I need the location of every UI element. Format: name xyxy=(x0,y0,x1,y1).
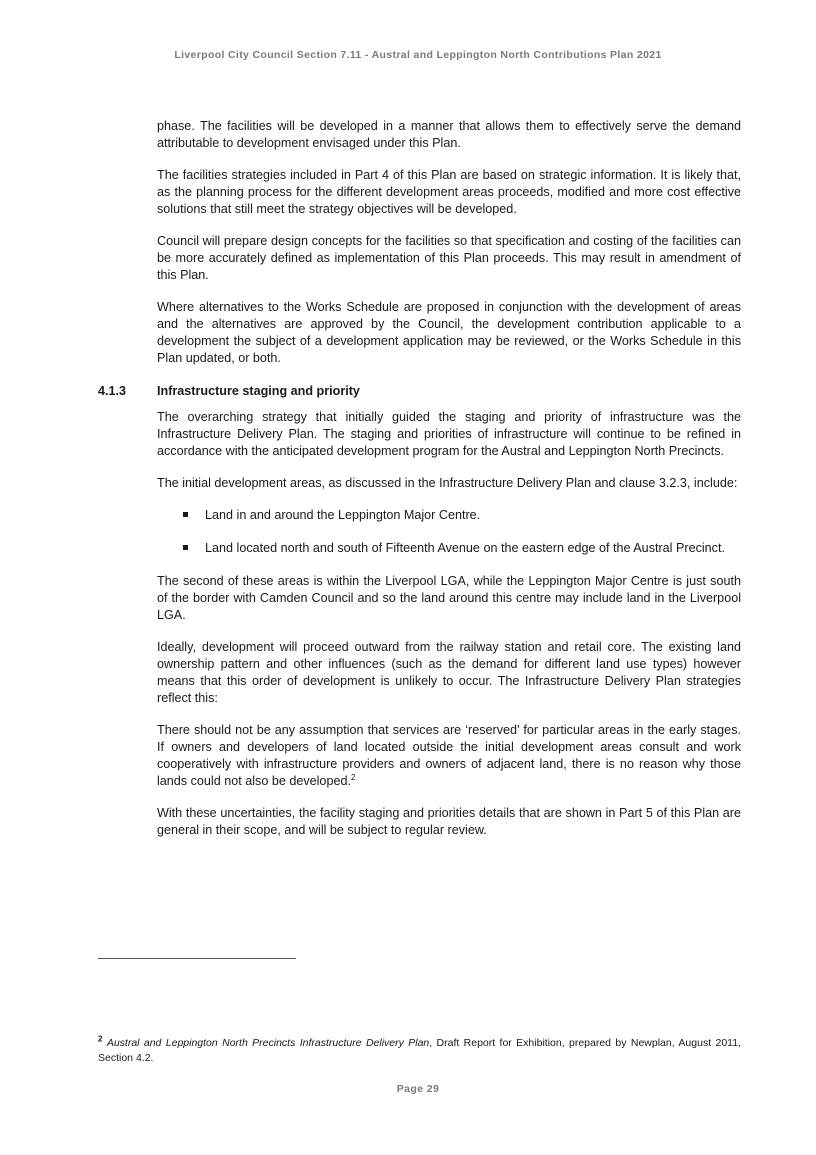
footnote-reference[interactable]: 2 xyxy=(350,772,356,782)
bullet-icon xyxy=(183,512,188,517)
paragraph-text: There should not be any assumption that services are ‘reserved’ for particular areas in the early stages. If owners and developers of land located outside the initial development areas consult and work cooperatively with infrastructure providers and owners of adjacent land, there is no reason why those lands could not also be developed. xyxy=(157,723,741,788)
bullet-list xyxy=(157,507,741,557)
list-item xyxy=(157,540,741,557)
section-title: Infrastructure staging and priority xyxy=(157,384,360,398)
section-text-block xyxy=(157,409,741,854)
footnote xyxy=(98,1036,741,1066)
page-number: Page 29 xyxy=(396,1083,440,1095)
paragraph: With these uncertainties, the facility staging and priorities details that are shown in Part 5 of this Plan are general in their scope, and will be subject to regular review. xyxy=(157,806,741,837)
list-item-text: Land in and around the Leppington Major Centre. xyxy=(205,508,481,522)
footnote-title: Austral and Leppington North Precincts Infrastructure Delivery Plan xyxy=(106,1037,430,1049)
footnote-text: , Draft Report for Exhibition, prepared by Newplan, August 2011, Section 4.2. xyxy=(98,1037,741,1064)
bullet-icon xyxy=(183,545,188,550)
section-number: 4.1.3 xyxy=(98,384,127,398)
intro-text-block xyxy=(157,118,741,382)
paragraph: Council will prepare design concepts for the facilities so that specification and costing of the facilities can be more accurately defined as implementation of this Plan proceeds. This may result in amendment of this Plan. xyxy=(157,234,741,282)
paragraph: The initial development areas, as discussed in the Infrastructure Delivery Plan and clause 3.2.3, include: xyxy=(157,476,738,490)
list-item-text: Land located north and south of Fifteenth Avenue on the eastern edge of the Austral Precinct. xyxy=(205,541,725,555)
footnote-mark: 2 xyxy=(98,1034,103,1044)
paragraph: The second of these areas is within the Liverpool LGA, while the Leppington Major Centre is just south of the border with Camden Council and so the land around this centre may include land in the Liverpool LGA. xyxy=(157,574,741,622)
running-header: Liverpool City Council Section 7.11 - Austral and Leppington North Contributions Plan 2021 xyxy=(174,49,662,61)
list-item xyxy=(157,507,741,524)
paragraph: phase. The facilities will be developed in a manner that allows them to effectively serve the demand attributable to development envisaged under this Plan. xyxy=(157,119,741,150)
paragraph: Ideally, development will proceed outward from the railway station and retail core. The existing land ownership pattern and other influences (such as the demand for different land use types) however means that this order of development is unlikely to occur. The Infrastructure Delivery Plan strategies reflect this: xyxy=(157,640,741,705)
paragraph: Where alternatives to the Works Schedule are proposed in conjunction with the development of areas and the alternatives are approved by the Council, the development contribution applicable to a development the subject of a development application may be reviewed, or the Works Schedule in this Plan updated, or both. xyxy=(157,300,741,365)
paragraph: The facilities strategies included in Part 4 of this Plan are based on strategic information. It is likely that, as the planning process for the different development areas proceeds, modified and more cost effective solutions that still meet the strategy objectives will be developed. xyxy=(157,168,741,216)
footnote-divider xyxy=(98,958,296,959)
paragraph: The overarching strategy that initially guided the staging and priority of infrastructure was the Infrastructure Delivery Plan. The staging and priorities of infrastructure will continue to be refined in accordance with the anticipated development program for the Austral and Leppington North Precincts. xyxy=(157,410,741,458)
paragraph xyxy=(157,722,741,790)
